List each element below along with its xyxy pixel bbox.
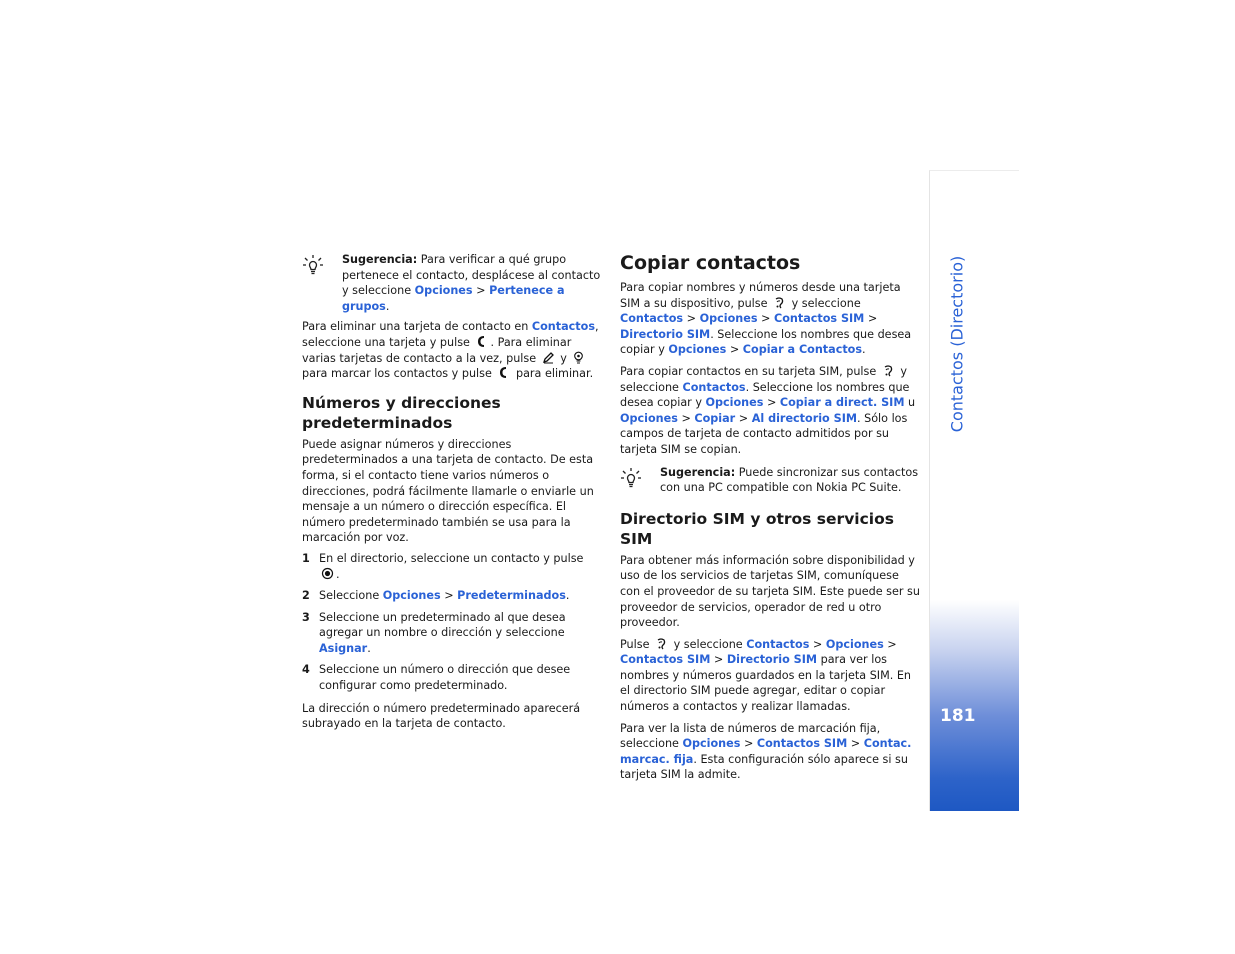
path-separator: >: [763, 396, 780, 410]
menu-link-copiar-a-direct-sim[interactable]: Copiar a direct. SIM: [779, 396, 905, 410]
menu-link-al-directorio-sim[interactable]: Al directorio SIM: [751, 411, 857, 425]
underline-note-paragraph: La dirección o número predeterminado aparecerá subrayado en la tarjeta de contacto.: [302, 701, 581, 731]
text: . Seleccione los nombres que desea copiar y: [620, 327, 912, 357]
chapter-title: Contactos (Directorio): [947, 255, 967, 433]
menu-link-directorio-sim[interactable]: Directorio SIM: [620, 327, 711, 341]
tip-text: Puede sincronizar sus contactos con una PC compatible con Nokia PC Suite.: [660, 465, 919, 495]
text: y seleccione: [788, 296, 861, 310]
path-separator: >: [735, 411, 752, 425]
step-text: Seleccione: [319, 589, 383, 603]
menu-link-opciones[interactable]: Opciones: [382, 589, 441, 603]
heading-copy-contacts: Copiar contactos: [620, 252, 801, 274]
path-separator: >: [440, 589, 458, 603]
menu-link-opciones[interactable]: Opciones: [668, 343, 727, 357]
text: y seleccione: [620, 364, 907, 394]
path-separator: >: [472, 284, 490, 298]
menu-link-contactos-sim[interactable]: Contactos SIM: [620, 653, 711, 667]
text: Para eliminar una tarjeta de contacto en: [302, 320, 532, 334]
menu-link-opciones[interactable]: Opciones: [414, 284, 473, 298]
menu-link-asignar[interactable]: Asignar: [319, 641, 368, 655]
tip-label: Sugerencia:: [342, 253, 418, 266]
tip-label: Sugerencia:: [660, 465, 736, 479]
path-separator: >: [677, 411, 695, 425]
menu-key-icon: [655, 637, 668, 650]
menu-link-predeterminados[interactable]: Predeterminados: [457, 589, 566, 603]
select-key-icon: [321, 567, 334, 580]
text: . Para eliminar varias tarjetas de contacto a la vez, pulse: [302, 335, 572, 365]
menu-link-copiar-a-contactos[interactable]: Copiar a Contactos: [742, 343, 863, 357]
delete-contact-paragraph: [302, 319, 602, 381]
text-end: .: [367, 641, 371, 655]
menu-link-pertenece-a-grupos[interactable]: Pertenece a grupos: [342, 284, 565, 313]
path-separator: >: [757, 312, 774, 326]
menu-link-contactos-sim[interactable]: Contactos SIM: [756, 737, 848, 751]
page-number: 181: [940, 706, 976, 726]
text: para ver los nombres y números guardados en la tarjeta SIM. En el directorio SIM puede agregar, editar o copiar números a contactos y realizar llamadas.: [620, 653, 912, 714]
menu-key-icon: [882, 364, 895, 377]
tip-group: [302, 252, 602, 314]
menu-link-directorio-sim[interactable]: Directorio SIM: [726, 653, 818, 667]
path-separator: >: [683, 312, 700, 326]
text-end: .: [385, 299, 390, 313]
step-number: 2: [302, 589, 310, 603]
path-separator: >: [740, 737, 757, 751]
joystick-key-icon: [572, 351, 585, 364]
path-separator: >: [864, 312, 878, 326]
step-number: 4: [302, 663, 310, 677]
menu-link-contactos[interactable]: Contactos: [682, 380, 746, 394]
menu-key-icon: [773, 296, 786, 309]
text: . Seleccione los nombres que desea copiar y: [620, 380, 910, 410]
tip-text: Para verificar a qué grupo pertenece el contacto, desplácese al contacto y seleccione: [342, 253, 601, 298]
step-item: [302, 588, 602, 604]
step-item: [302, 551, 602, 582]
step-text: Seleccione un predeterminado al que desea agregar un nombre o dirección y seleccione: [319, 610, 566, 640]
copy-to-sim-paragraph: [620, 364, 920, 458]
text: . Sólo los campos de tarjeta de contacto admitidos por su tarjeta SIM se copian.: [620, 411, 908, 456]
menu-link-opciones[interactable]: Opciones: [699, 312, 758, 326]
text: para eliminar.: [512, 367, 594, 381]
heading-sim-directory: Directorio SIM y otros servicios SIM: [620, 509, 894, 548]
text-end: .: [565, 589, 570, 603]
lightbulb-tip-icon: [620, 467, 642, 489]
defaults-paragraph: Puede asignar números y direcciones predeterminados a una tarjeta de contacto. De esta forma, si el contacto tiene varios números o direcciones, podrá fácilmente llamarle o enviarle un mensaje a un número o dirección específica. El número predeterminado también se usa para la marcación por voz.: [302, 437, 594, 545]
step-number: 1: [302, 551, 310, 565]
left-column: [302, 252, 602, 732]
text: Pulse: [620, 637, 654, 651]
path-separator: >: [710, 653, 727, 667]
text: y seleccione: [670, 637, 747, 651]
menu-link-contactos[interactable]: Contactos: [531, 320, 595, 334]
heading-defaults: Números y direcciones predeterminados: [302, 393, 501, 432]
path-separator: >: [883, 637, 897, 651]
step-text: .: [336, 567, 340, 581]
path-separator: >: [809, 637, 826, 651]
menu-link-opciones[interactable]: Opciones: [682, 737, 741, 751]
menu-link-contac-marcac-fija[interactable]: Contac. marcac. fija: [620, 737, 912, 766]
path-separator: >: [726, 343, 743, 357]
text: Para copiar nombres y números desde una tarjeta SIM a su dispositivo, pulse: [620, 281, 901, 310]
menu-link-contactos-sim[interactable]: Contactos SIM: [773, 312, 865, 326]
text: Para copiar contactos en su tarjeta SIM, pulse: [620, 364, 880, 378]
copy-from-sim-paragraph: [620, 280, 920, 358]
text: , seleccione una tarjeta y pulse: [302, 320, 599, 349]
text: Para ver la lista de números de marcación fija, seleccione: [620, 721, 881, 751]
text: . Esta configuración sólo aparece si su tarjeta SIM la admite.: [620, 752, 908, 782]
lightbulb-tip-icon: [302, 254, 324, 276]
right-column: [620, 252, 920, 783]
step-item: [302, 610, 602, 657]
clear-key-icon: [497, 366, 510, 379]
menu-link-opciones[interactable]: Opciones: [620, 411, 678, 425]
clear-key-icon: [475, 335, 488, 348]
text: y: [556, 351, 571, 365]
menu-link-opciones[interactable]: Opciones: [825, 637, 884, 651]
edit-pencil-key-icon: [542, 351, 555, 364]
step-text: Seleccione un número o dirección que desee configurar como predeterminado.: [319, 663, 571, 693]
sim-info-paragraph: Para obtener más información sobre disponibilidad y uso de los servicios de tarjetas SIM, comuníquese con el proveedor de su tarjeta SIM. Este puede ser su proveedor de servicios, operador de red u otro proveedor.: [620, 553, 920, 630]
step-number: 3: [302, 610, 310, 624]
menu-link-contactos[interactable]: Contactos: [746, 637, 810, 651]
menu-link-contactos[interactable]: Contactos: [620, 312, 684, 326]
text: u: [904, 396, 916, 410]
sim-view-paragraph: [620, 637, 920, 715]
menu-link-opciones[interactable]: Opciones: [705, 396, 764, 410]
menu-link-copiar[interactable]: Copiar: [694, 411, 736, 425]
text-end: .: [862, 343, 866, 357]
step-item: [302, 662, 602, 693]
text: para marcar los contactos y pulse: [302, 367, 496, 381]
step-text: En el directorio, seleccione un contacto y pulse: [319, 551, 584, 565]
fixed-dialling-paragraph: [620, 721, 920, 783]
path-separator: >: [847, 737, 864, 751]
tip-sync: [620, 465, 920, 496]
